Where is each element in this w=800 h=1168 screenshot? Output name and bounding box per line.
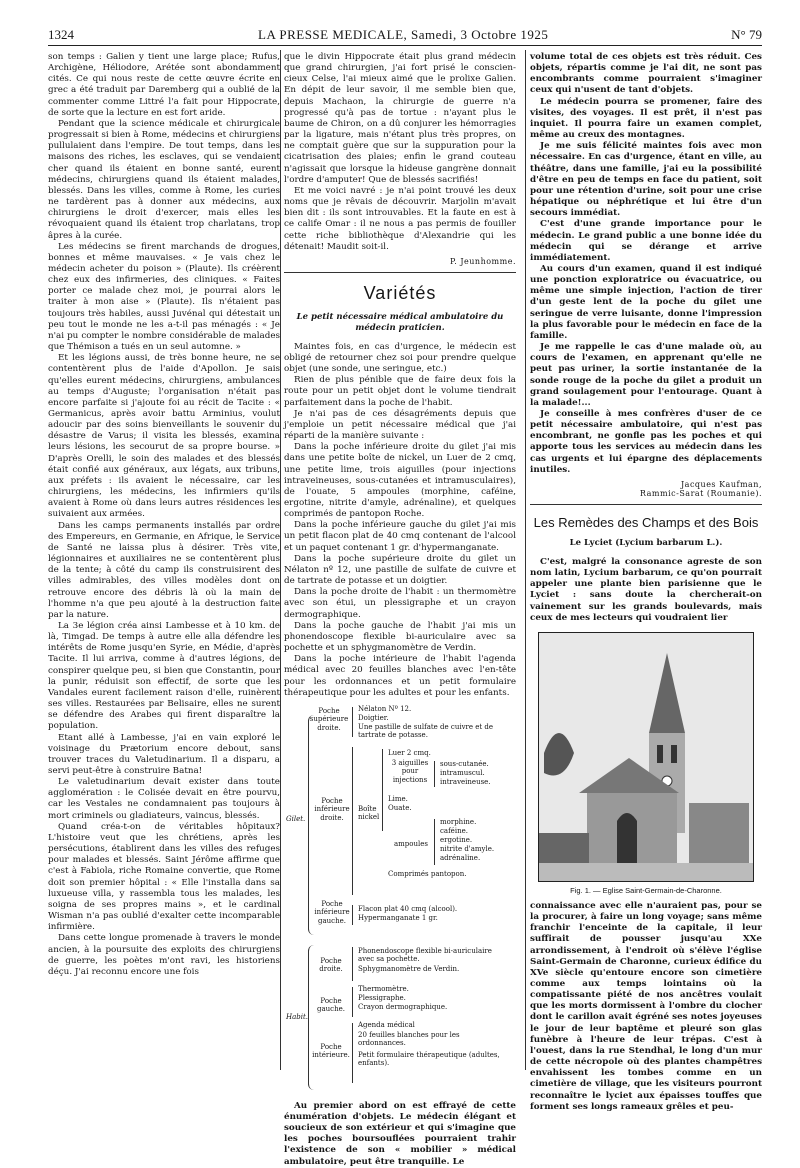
paragraph: Je me suis félicité maintes fois avec mon nécessaire. En cas d'urgence, étant en ville, au théâtre, dans une famille, j'ai eu la possibilité d'être en peu de temps en face du patient, soit pour une rétention d'urine, soit pour une crise hépatique ou néphrétique et lui être d'un secours immédiat. <box>530 141 762 219</box>
church-drawing <box>539 633 753 881</box>
item: 3 aiguilles pour injections <box>391 758 429 784</box>
paragraph: Pendant que la science médicale et chirurgicale progressait si bien à Rome, médecins et chirurgiens pullulaient dans l'empire. De tout temps, dans les maisons des riches, les esclaves, qui se vendaient cher quand ils étaient en bonne santé, eurent médecins, chirurgiens quand ils étaient malades, blessés. Dans les villes, comme à Rome, les curies ne tardèrent pas à donner aux médecins, aux chirurgiens le droit d'exercer, mais elles les révoquaient quand ils étaient trop charlatans, trop âpres à la curée. <box>48 118 280 241</box>
paragraph: Je me rappelle le cas d'une malade où, au cours de l'examen, en apprenant qu'elle ne peut pas uriner, la sortie instantanée de la sonde rouge de la poche du gilet a produit un grand soulagement pour l'entourage. Quant à la malade!... <box>530 342 762 408</box>
pocket-label: Poche inférieure droite. <box>314 796 350 822</box>
brace <box>352 947 357 981</box>
column-2 <box>284 52 516 1167</box>
item: Plessigraphe. <box>358 993 406 1002</box>
brace <box>352 1023 357 1083</box>
gilet-label: Gilet. <box>286 814 306 823</box>
paragraph: Dans cette longue promenade à travers le monde ancien, à la poursuite des exploits des chirurgiens de guerre, les poètes m'ont ravi, les historiens déçu. J'ai reconnu encore une fois <box>48 933 280 977</box>
paragraph: son temps : Galien y tient une large place; Rufus, Archigène, Héliodore, Arétée sont abondamment cités. Ce qui nous reste de cette œuvre écrite en grec a été traduit par Daremberg qui a oublié de la commenter comme Littré l'a fait pour Hippocrate, de sorte que la lecture en est fort aride. <box>48 52 280 118</box>
paragraph: Dans la poche gauche de l'habit j'ai mis un phonendoscope flexible bi-auriculaire avec sa pochette et un sphygmanomètre de Verdin. <box>284 620 516 654</box>
pocket-label: Poche supérieure droite. <box>309 706 349 732</box>
article-subtitle: Le petit nécessaire médical ambulatoire du médecin praticien. <box>296 311 504 333</box>
journal-title: LA PRESSE MEDICALE, Samedi, 3 Octobre 1925 <box>258 27 549 42</box>
column-rule-1 <box>280 50 281 1070</box>
item: Nélaton Nº 12. <box>358 704 412 713</box>
paragraph: Rien de plus pénible que de faire deux fois la route pour un petit objet dont le volume tiendrait parfaitement dans la poche de l'habit. <box>284 375 516 408</box>
item: Sphygmanomètre de Verdin. <box>358 964 460 973</box>
paragraph: Et les légions aussi, de très bonne heure, ne se contentèrent plus de l'aide d'Apollon. Je sais qu'elles eurent médecins, chirurgiens, ambulances au temps d'Auguste; l'organisation n'était pas encore parfaite si j'ajoute foi au récit de Tacite : « Germanicus, après avoir battu Arminius, voulut adoucir par des soins bienveillants le souvenir du désastre de Varus; il visita les blessés, examina leurs lésions, les secourut de sa propre bourse. » D'après Orelli, le soin des malades et des blessés était confié aux généraux, aux légats, aux tribuns, aux préfets : ils avaient le nécessaire, car les chirurgiens, les médecins, les infirmiers qu'ils avaient à Rome où dans leurs autres résidences les suivaient aux armées. <box>48 353 280 520</box>
column-3 <box>530 52 762 1112</box>
item: Hypermanganate 1 gr. <box>358 913 438 922</box>
paragraph: Etant allé à Lambesse, j'ai en vain exploré le voisinage du Prætorium encore debout, sans trouver traces du Valetudinarium. Il a disparu, a servi peut-être à construire Batna! <box>48 732 280 776</box>
paragraph: Dans la poche droite de l'habit : un thermomètre avec son étui, un plessigraphe et un crayon dermographique. <box>284 587 516 620</box>
pocket-label: Poche intérieure. <box>312 1042 350 1060</box>
paragraph: Dans la poche inférieure droite du gilet j'ai mis dans une petite boîte de nickel, un Luer de 2 cmq, une petite lime, trois aiguilles (pour injections intraveineuses, sous-cutanées et intramusculaires), de l'ouate, 5 ampoules (morphine, caféine, ergotine, nitrite d'amyle, adrénaline), et quelques comprimés de pantopon Roche. <box>284 442 516 520</box>
section-title: Variétés <box>363 282 437 303</box>
item: nitrite d'amyle. <box>440 844 495 853</box>
box-label: Boîte nickel <box>358 804 380 822</box>
item: Lime. <box>388 794 408 803</box>
paragraph: Et me voici navré : je n'ai point trouvé les deux noms que je rêvais de découvrir. Marjolin m'avait bien dit : ils sont introuvables. Et la faute en est à ce calife Omar : il ne nous a pas permis de fouiller cette riche bibliothèque d'Alexandrie qui les détenait! Maudit soit-il. <box>284 185 516 252</box>
paragraph: Dans la poche inférieure gauche du gilet j'ai mis un petit flacon plat de 40 cmq contenant de l'alcool et un paquet contenant 1 gr. d'hypermanganate. <box>284 520 516 553</box>
article-subtitle: Le Lyciet (Lycium barbarum L.). <box>569 537 723 548</box>
paragraph: Au cours d'un examen, quand il est indiqué une ponction exploratrice ou évacuatrice, ou même une simple injection, l'action de tirer d'un geste lent de la poche du gilet une seringue de verre luisante, donne l'impression la plus favorable pour le médecin en face de la famille. <box>530 263 762 341</box>
paragraph: C'est d'une grande importance pour le médecin. Le grand public a une bonne idée du médecin qui se dérange et arrive immédiatement. <box>530 219 762 263</box>
paragraph: Je conseille à mes confrères d'user de ce petit nécessaire ambulatoire, qui n'est pas encombrant, ne gonfle pas les poches et qui apporte tous les services au médecin dans les cas urgents et lui épargne des déplacements inutiles. <box>530 409 762 475</box>
equipment-diagram <box>284 705 516 1095</box>
item: adrénaline. <box>440 853 481 862</box>
habit-label: Habit. <box>286 1012 309 1021</box>
item: Luer 2 cmq. <box>388 748 431 757</box>
pocket-label: Poche droite. <box>319 956 343 974</box>
issue-number: N° 79 <box>731 27 762 42</box>
item: Comprimés pantopon. <box>388 869 467 878</box>
item: Agenda médical <box>358 1020 415 1029</box>
pocket-label: Poche inférieure gauche. <box>314 899 350 925</box>
signature-place: Rammic-Sarat (Roumanie). <box>639 488 762 498</box>
signature: P. Jeunhomme. <box>449 256 516 266</box>
item: Thermomètre. <box>358 984 409 993</box>
item: morphine. <box>440 817 477 826</box>
paragraph: Les médecins se firent marchands de drogues, bonnes et même mauvaises. « Je vais chez le médecin acheter du poison » (Plaute). Ils créèrent chez eux des infirmeries, des cliniques. « Faites porter ce malade chez moi, je pourrai alors le traiter à mon aise » (Plaute). Ils n'étaient pas toujours très habiles, aussi Juvénal qui détestait un peu tout le monde ne les a-t-il pas ménagés : « Je n'ai pu compter le nombre considérable de malades que Thémison a tués en un seul automne. » <box>48 241 280 353</box>
brace <box>352 905 357 925</box>
page-header <box>48 25 762 46</box>
page-number: 1324 <box>48 27 74 42</box>
item: intramuscul. <box>440 768 485 777</box>
item: ergotine. <box>440 835 473 844</box>
figure-caption: Fig. 1. — Eglise Saint-Germain-de-Charonne. <box>570 885 722 895</box>
item: intraveineuse. <box>440 777 491 786</box>
item: Phonendoscope flexible bi-auriculaire avec sa pochette. <box>358 946 492 964</box>
item: Une pastille de sulfate de cuivre et de tartrate de potasse. <box>358 722 494 740</box>
brace <box>352 707 357 737</box>
paragraph: La 3e légion créa ainsi Lambesse et à 10 km. de là, Timgad. De temps à autre elle alla défendre les intérêts de Rome jusqu'en Syrie, en Médie, d'après Tacite. Il lui arriva, comme à d'autres légions, de conspirer quelque peu, si bien que Constantin, pour la punir, réduisit son effectif, de sorte que les Vandales eurent facilement raison d'elle, ruinèrent ses villes. Restaurées par Belisaire, elles ne surent se défendre des Arabes qui firent disparaître la population. <box>48 620 280 732</box>
paragraph: Le médecin pourra se promener, faire des visites, des voyages. Il est prêt, il n'est pas inquiet. Il pourra faire un examen complet, même au creux des montagnes. <box>530 96 762 141</box>
section-divider <box>530 504 762 505</box>
paragraph: Maintes fois, en cas d'urgence, le médecin est obligé de retourner chez soi pour prendre quelque objet (une sonde, une seringue, etc.) <box>284 341 516 375</box>
item: Ouate. <box>388 803 412 812</box>
section-title: Les Remèdes des Champs et des Bois <box>533 514 759 530</box>
brace <box>434 819 439 865</box>
paragraph: Quand créa-t-on de véritables hôpitaux? L'histoire veut que les chrétiens, après les persécutions, établirent dans les villes des refuges pour malades et blessés. Saint Jérôme affirme que c'est à Fabiola, riche Romaine convertie, que Rome doit son premier hôpital : « Elle l'installa dans sa luxueuse villa, y rassembla tous les malades, les soigna de ses propres mains », et le cardinal Wisman n'a pas oublié d'exalter cette incomparable infirmière. <box>48 821 280 933</box>
paragraph: Dans la poche intérieure de l'habit l'agenda médical avec 20 feuilles blanches avec l'en-tête pour les ordonnances et un petit formulaire thérapeutique pour les adultes et pour les enfants. <box>284 654 516 698</box>
paragraph: que le divin Hippocrate était plus grand médecin que grand chirurgien, j'ai fort prisé le conscien-cieux Celse, l'ai mieux aimé que le prolixe Galien. En dépit de leur savoir, il me semble bien que, depuis Machaon, la chirurgie de guerre n'a progressé qu'à pas de tortue : n'ayant plus le baume de Chiron, on a dû conjurer les hémorragies par la ligature, mais n'étant plus très propres, on ne comptait guère que sur la suppuration pour la cicatrisation des plaies; enfin le grand couteau n'agissait que lorsque la hideuse gangrène donnait l'ordre d'amputer! Que de blessés sacrifiés! <box>284 52 516 185</box>
item: Petit formulaire thérapeutique (adultes, enfants). <box>358 1050 500 1068</box>
paragraph: Au premier abord on est effrayé de cette énumération d'objets. Le médecin élégant et soucieux de son extérieur et qui s'imagine que les poches boursouflées pourraient trahir l'existence de son « mobilier » médical ambulatoire, peut être tranquille. Le <box>284 1100 516 1167</box>
item: Flacon plat 40 cmq (alcool). <box>358 904 458 913</box>
brace <box>434 761 439 787</box>
brace <box>352 987 357 1017</box>
brace <box>352 747 357 895</box>
item: 20 feuilles blanches pour les ordonnances. <box>358 1030 460 1048</box>
item: Crayon dermographique. <box>358 1002 448 1011</box>
section-divider <box>284 272 516 273</box>
pocket-label: Poche gauche. <box>317 996 345 1014</box>
paragraph: C'est, malgré la consonance agreste de son nom latin, Lycium barbarum, ce qu'on pourrait appeler une plante bien parisienne que le Lyciet : sans doute la chercherait-on vainement sur les grands boulevards, mais ceux de mes lecteurs qui voudraient lier <box>530 556 762 623</box>
item: Doigtier. <box>358 713 389 722</box>
item: sous-cutanée. <box>440 759 489 768</box>
paragraph: volume total de ces objets est très réduit. Ces objets, répartis comme je l'ai dit, ne sont pas encombrants comme pourraient s'imaginer ceux qui n'usent de tant d'objets. <box>530 52 762 96</box>
paragraph: Dans la poche supérieure droite du gilet un Nélaton nº 12, une pastille de sulfate de cuivre et de tartrate de potasse et un doigtier. <box>284 553 516 587</box>
paragraph: Dans les camps permanents installés par ordre des Empereurs, en Germanie, en Afrique, le Service de Santé ne laissa plus à désirer. Très vite, légionnaires et auxiliaires ne se contentèrent plus de la tente; à côté du camp ils construisirent des villes admirables, des villes modèles dont on retrouve encore des débris là où la main de l'homme n'a que peu ajouté à la destruction faite par la nature. <box>48 520 280 620</box>
signature-name: Jacques Kaufman, <box>680 479 762 489</box>
column-1 <box>48 52 280 1072</box>
item: caféine. <box>440 826 468 835</box>
paragraph: connaissance avec elle n'auraient pas, pour se la procurer, à faire un long voyage; sans même franchir l'enceinte de la capitale, il leur suffirait de pousser jusqu'au XXe arrondissement, à l'endroit où s'élève l'église Saint-Germain de Charonne, curieux édifice du XVe siècle qu'entoure encore son cimetière comme aux temps lointains où la compatissante piété de nos ancêtres voulait que les morts dormissent à l'ombre du clocher dont le carillon avait égréné ses notes joyeuses le jour de leur baptême et pleuré son glas funèbre à l'heure de leur trépas. C'est à l'ouest, dans la rue Stendhal, le long d'un mur de cette nécropole où des plantes champêtres envahissent les tombes comme en un cimetière de village, que les visiteurs pourront reconnaître le lyciet aux épaisses touffes que forment ses longs rameaux grêles et peu- <box>530 900 762 1112</box>
church-illustration <box>538 632 754 882</box>
brace <box>382 749 387 831</box>
paragraph: Je n'ai pas de ces désagréments depuis que j'emploie un petit nécessaire médical que j'ai réparti de la manière suivante : <box>284 408 516 442</box>
column-rule-2 <box>525 50 526 1070</box>
paragraph: Le valetudinarium devait exister dans toute agglomération : le Colisée devait en être pourvu, car les Vestales ne condamnaient pas toujours à mort criminels ou gladiateurs, vaincus, blessés. <box>48 777 280 821</box>
item: ampoules <box>394 839 428 848</box>
